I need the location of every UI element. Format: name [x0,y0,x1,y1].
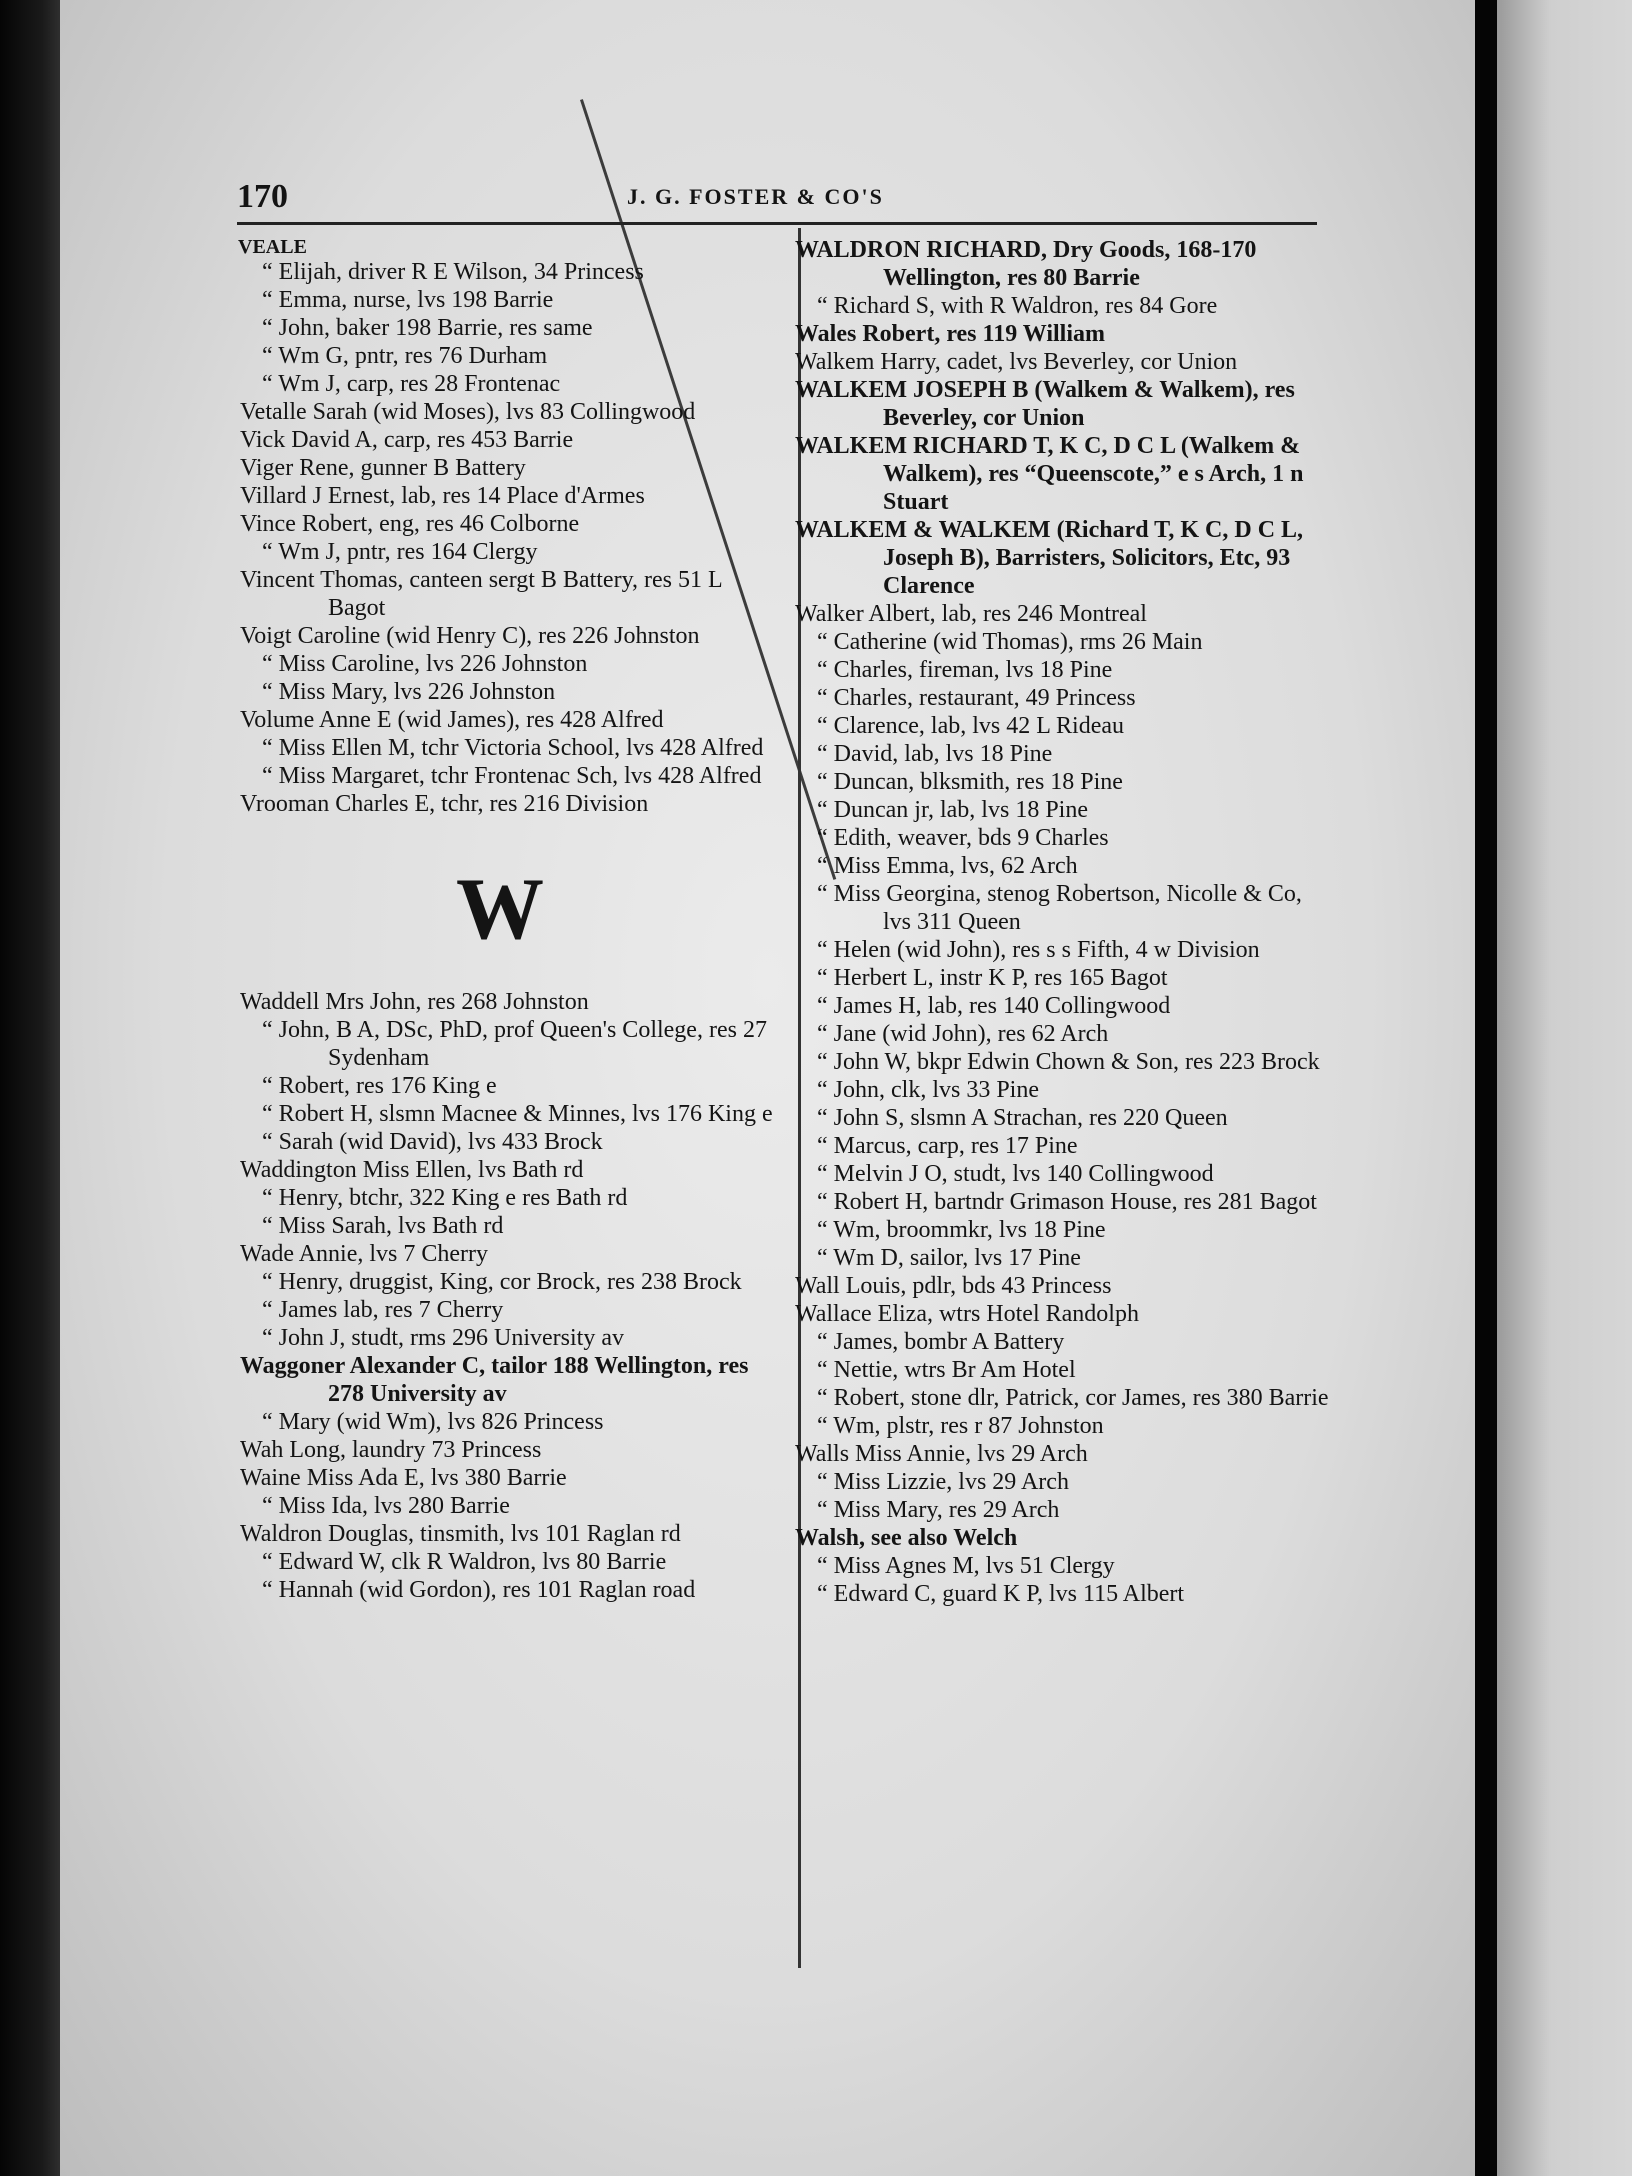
directory-entry: WALDRON RICHARD, Dry Goods, 168-170 Wellington, res 80 Barrie [795,237,1257,291]
directory-entry: “ Herbert L, instr K P, res 165 Bagot [817,965,1168,991]
directory-entry: “ Miss Margaret, tchr Frontenac Sch, lvs 428 Alfred [262,763,762,789]
directory-entry: “ Mary (wid Wm), lvs 826 Princess [262,1409,604,1435]
directory-entry: “ Miss Georgina, stenog Robertson, Nicolle & Co, lvs 311 Queen [817,881,1302,935]
directory-entry: “ Edward C, guard K P, lvs 115 Albert [817,1581,1185,1607]
left-column-entries-after [240,988,785,1604]
directory-entry: “ Wm, plstr, res r 87 Johnston [817,1413,1104,1439]
directory-entry: “ Marcus, carp, res 17 Pine [817,1133,1078,1159]
directory-entry: “ Miss Ida, lvs 280 Barrie [262,1493,510,1519]
directory-entry: “ Duncan jr, lab, lvs 18 Pine [817,797,1088,823]
directory-entry: “ Edward W, clk R Waldron, lvs 80 Barrie [262,1549,667,1575]
directory-entry: “ John, baker 198 Barrie, res same [262,315,593,341]
directory-entry: “ Wm, broommkr, lvs 18 Pine [817,1217,1106,1243]
directory-entry: Viger Rene, gunner B Battery [240,455,526,481]
directory-entry: WALKEM JOSEPH B (Walkem & Walkem), res Beverley, cor Union [795,377,1295,431]
directory-entry: “ Miss Lizzie, lvs 29 Arch [817,1469,1069,1495]
right-column [795,236,1335,1608]
page-number: 170 [237,178,288,215]
directory-entry: “ Wm G, pntr, res 76 Durham [262,343,548,369]
directory-entry: “ Miss Agnes M, lvs 51 Clergy [817,1553,1115,1579]
directory-entry: “ James H, lab, res 140 Collingwood [817,993,1171,1019]
directory-entry: “ Emma, nurse, lvs 198 Barrie [262,287,554,313]
directory-entry: “ Edith, weaver, bds 9 Charles [817,825,1109,851]
directory-entry: Wallace Eliza, wtrs Hotel Randolph [795,1301,1139,1327]
directory-entry: “ John W, bkpr Edwin Chown & Son, res 223 Brock [817,1049,1320,1075]
directory-entry: “ Charles, fireman, lvs 18 Pine [817,657,1113,683]
directory-entry: Vince Robert, eng, res 46 Colborne [240,511,580,537]
directory-entry: “ Henry, btchr, 322 King e res Bath rd [262,1185,628,1211]
left-column-entries-before [240,236,785,818]
facing-page-edge [1497,0,1632,2176]
directory-entry: “ Robert, stone dlr, Patrick, cor James, res 380 Barrie [817,1385,1329,1411]
directory-entry: “ Miss Emma, lvs, 62 Arch [817,853,1078,879]
directory-entry: “ Nettie, wtrs Br Am Hotel [817,1357,1076,1383]
directory-entry: “ Duncan, blksmith, res 18 Pine [817,769,1123,795]
directory-entry: “ John J, studt, rms 296 University av [262,1325,624,1351]
running-title: J. G. FOSTER & CO'S [627,184,884,209]
directory-entry: “ Wm J, carp, res 28 Frontenac [262,371,561,397]
directory-entry: Volume Anne E (wid James), res 428 Alfred [240,707,664,733]
directory-entry: “ Robert H, bartndr Grimason House, res 281 Bagot [817,1189,1317,1215]
directory-entry: VEALE [238,236,307,258]
directory-entry: Vick David A, carp, res 453 Barrie [240,427,574,453]
directory-entry: “ Richard S, with R Waldron, res 84 Gore [817,293,1218,319]
book-gutter [1475,0,1497,2176]
directory-entry: Waldron Douglas, tinsmith, lvs 101 Raglan rd [240,1521,681,1547]
directory-entry: Vetalle Sarah (wid Moses), lvs 83 Collingwood [240,399,696,425]
directory-entry: “ Miss Mary, res 29 Arch [817,1497,1060,1523]
directory-entry: Waddington Miss Ellen, lvs Bath rd [240,1157,584,1183]
directory-entry: Walls Miss Annie, lvs 29 Arch [795,1441,1088,1467]
directory-entry: “ Hannah (wid Gordon), res 101 Raglan road [262,1577,696,1603]
directory-entry: Wah Long, laundry 73 Princess [240,1437,542,1463]
directory-entry: Walkem Harry, cadet, lvs Beverley, cor Union [795,349,1238,375]
directory-entry: Villard J Ernest, lab, res 14 Place d'Armes [240,483,645,509]
directory-entry: Voigt Caroline (wid Henry C), res 226 Johnston [240,623,700,649]
directory-entry: “ Wm D, sailor, lvs 17 Pine [817,1245,1081,1271]
directory-entry: “ Wm J, pntr, res 164 Clergy [262,539,538,565]
directory-entry: Vincent Thomas, canteen sergt B Battery, res 51 L Bagot [240,567,722,621]
header-rule [237,222,1317,225]
directory-entry: “ Melvin J O, studt, lvs 140 Collingwood [817,1161,1214,1187]
directory-entry: Walker Albert, lab, res 246 Montreal [795,601,1147,627]
directory-entry: Wales Robert, res 119 William [795,321,1105,347]
directory-entry: “ Charles, restaurant, 49 Princess [817,685,1136,711]
directory-entry: “ John S, slsmn A Strachan, res 220 Queen [817,1105,1228,1131]
directory-entry: “ James lab, res 7 Cherry [262,1297,504,1323]
directory-entry: “ John, B A, DSc, PhD, prof Queen's College, res 27 Sydenham [262,1017,767,1071]
directory-entry: “ Elijah, driver R E Wilson, 34 Princess [262,259,644,285]
directory-entry: “ Robert, res 176 King e [262,1073,497,1099]
directory-entry: Waddell Mrs John, res 268 Johnston [240,989,589,1015]
directory-entry: “ Miss Sarah, lvs Bath rd [262,1213,504,1239]
directory-entry: “ Henry, druggist, King, cor Brock, res 238 Brock [262,1269,742,1295]
directory-entry: Waine Miss Ada E, lvs 380 Barrie [240,1465,567,1491]
directory-entry: “ James, bombr A Battery [817,1329,1065,1355]
directory-entry: “ Helen (wid John), res s s Fifth, 4 w Division [817,937,1260,963]
directory-entry: “ Miss Mary, lvs 226 Johnston [262,679,556,705]
right-column-entries [795,236,1335,1608]
directory-entry: Walsh, see also Welch [795,1525,1018,1551]
directory-entry: “ Clarence, lab, lvs 42 L Rideau [817,713,1125,739]
directory-entry: “ Miss Ellen M, tchr Victoria School, lvs 428 Alfred [262,735,764,761]
page-header [237,178,1317,218]
directory-entry: Wall Louis, pdlr, bds 43 Princess [795,1273,1112,1299]
directory-entry: WALKEM & WALKEM (Richard T, K C, D C L, Joseph B), Barristers, Solicitors, Etc, 93 Clarence [795,517,1304,599]
directory-entry: Waggoner Alexander C, tailor 188 Wellington, res 278 University av [240,1353,749,1407]
directory-entry: Vrooman Charles E, tchr, res 216 Division [240,791,649,817]
directory-entry: “ John, clk, lvs 33 Pine [817,1077,1039,1103]
directory-entry: “ Catherine (wid Thomas), rms 26 Main [817,629,1203,655]
directory-entry: “ Jane (wid John), res 62 Arch [817,1021,1109,1047]
left-column [240,236,785,1604]
directory-entry: “ Robert H, slsmn Macnee & Minnes, lvs 176 King e [262,1101,773,1127]
directory-entry: “ Sarah (wid David), lvs 433 Brock [262,1129,603,1155]
directory-entry: “ David, lab, lvs 18 Pine [817,741,1053,767]
directory-entry: “ Miss Caroline, lvs 226 Johnston [262,651,588,677]
directory-entry: Wade Annie, lvs 7 Cherry [240,1241,489,1267]
section-letter: W [456,861,544,958]
directory-entry: WALKEM RICHARD T, K C, D C L (Walkem & Walkem), res “Queenscote,” e s Arch, 1 n Stuart [795,433,1304,515]
